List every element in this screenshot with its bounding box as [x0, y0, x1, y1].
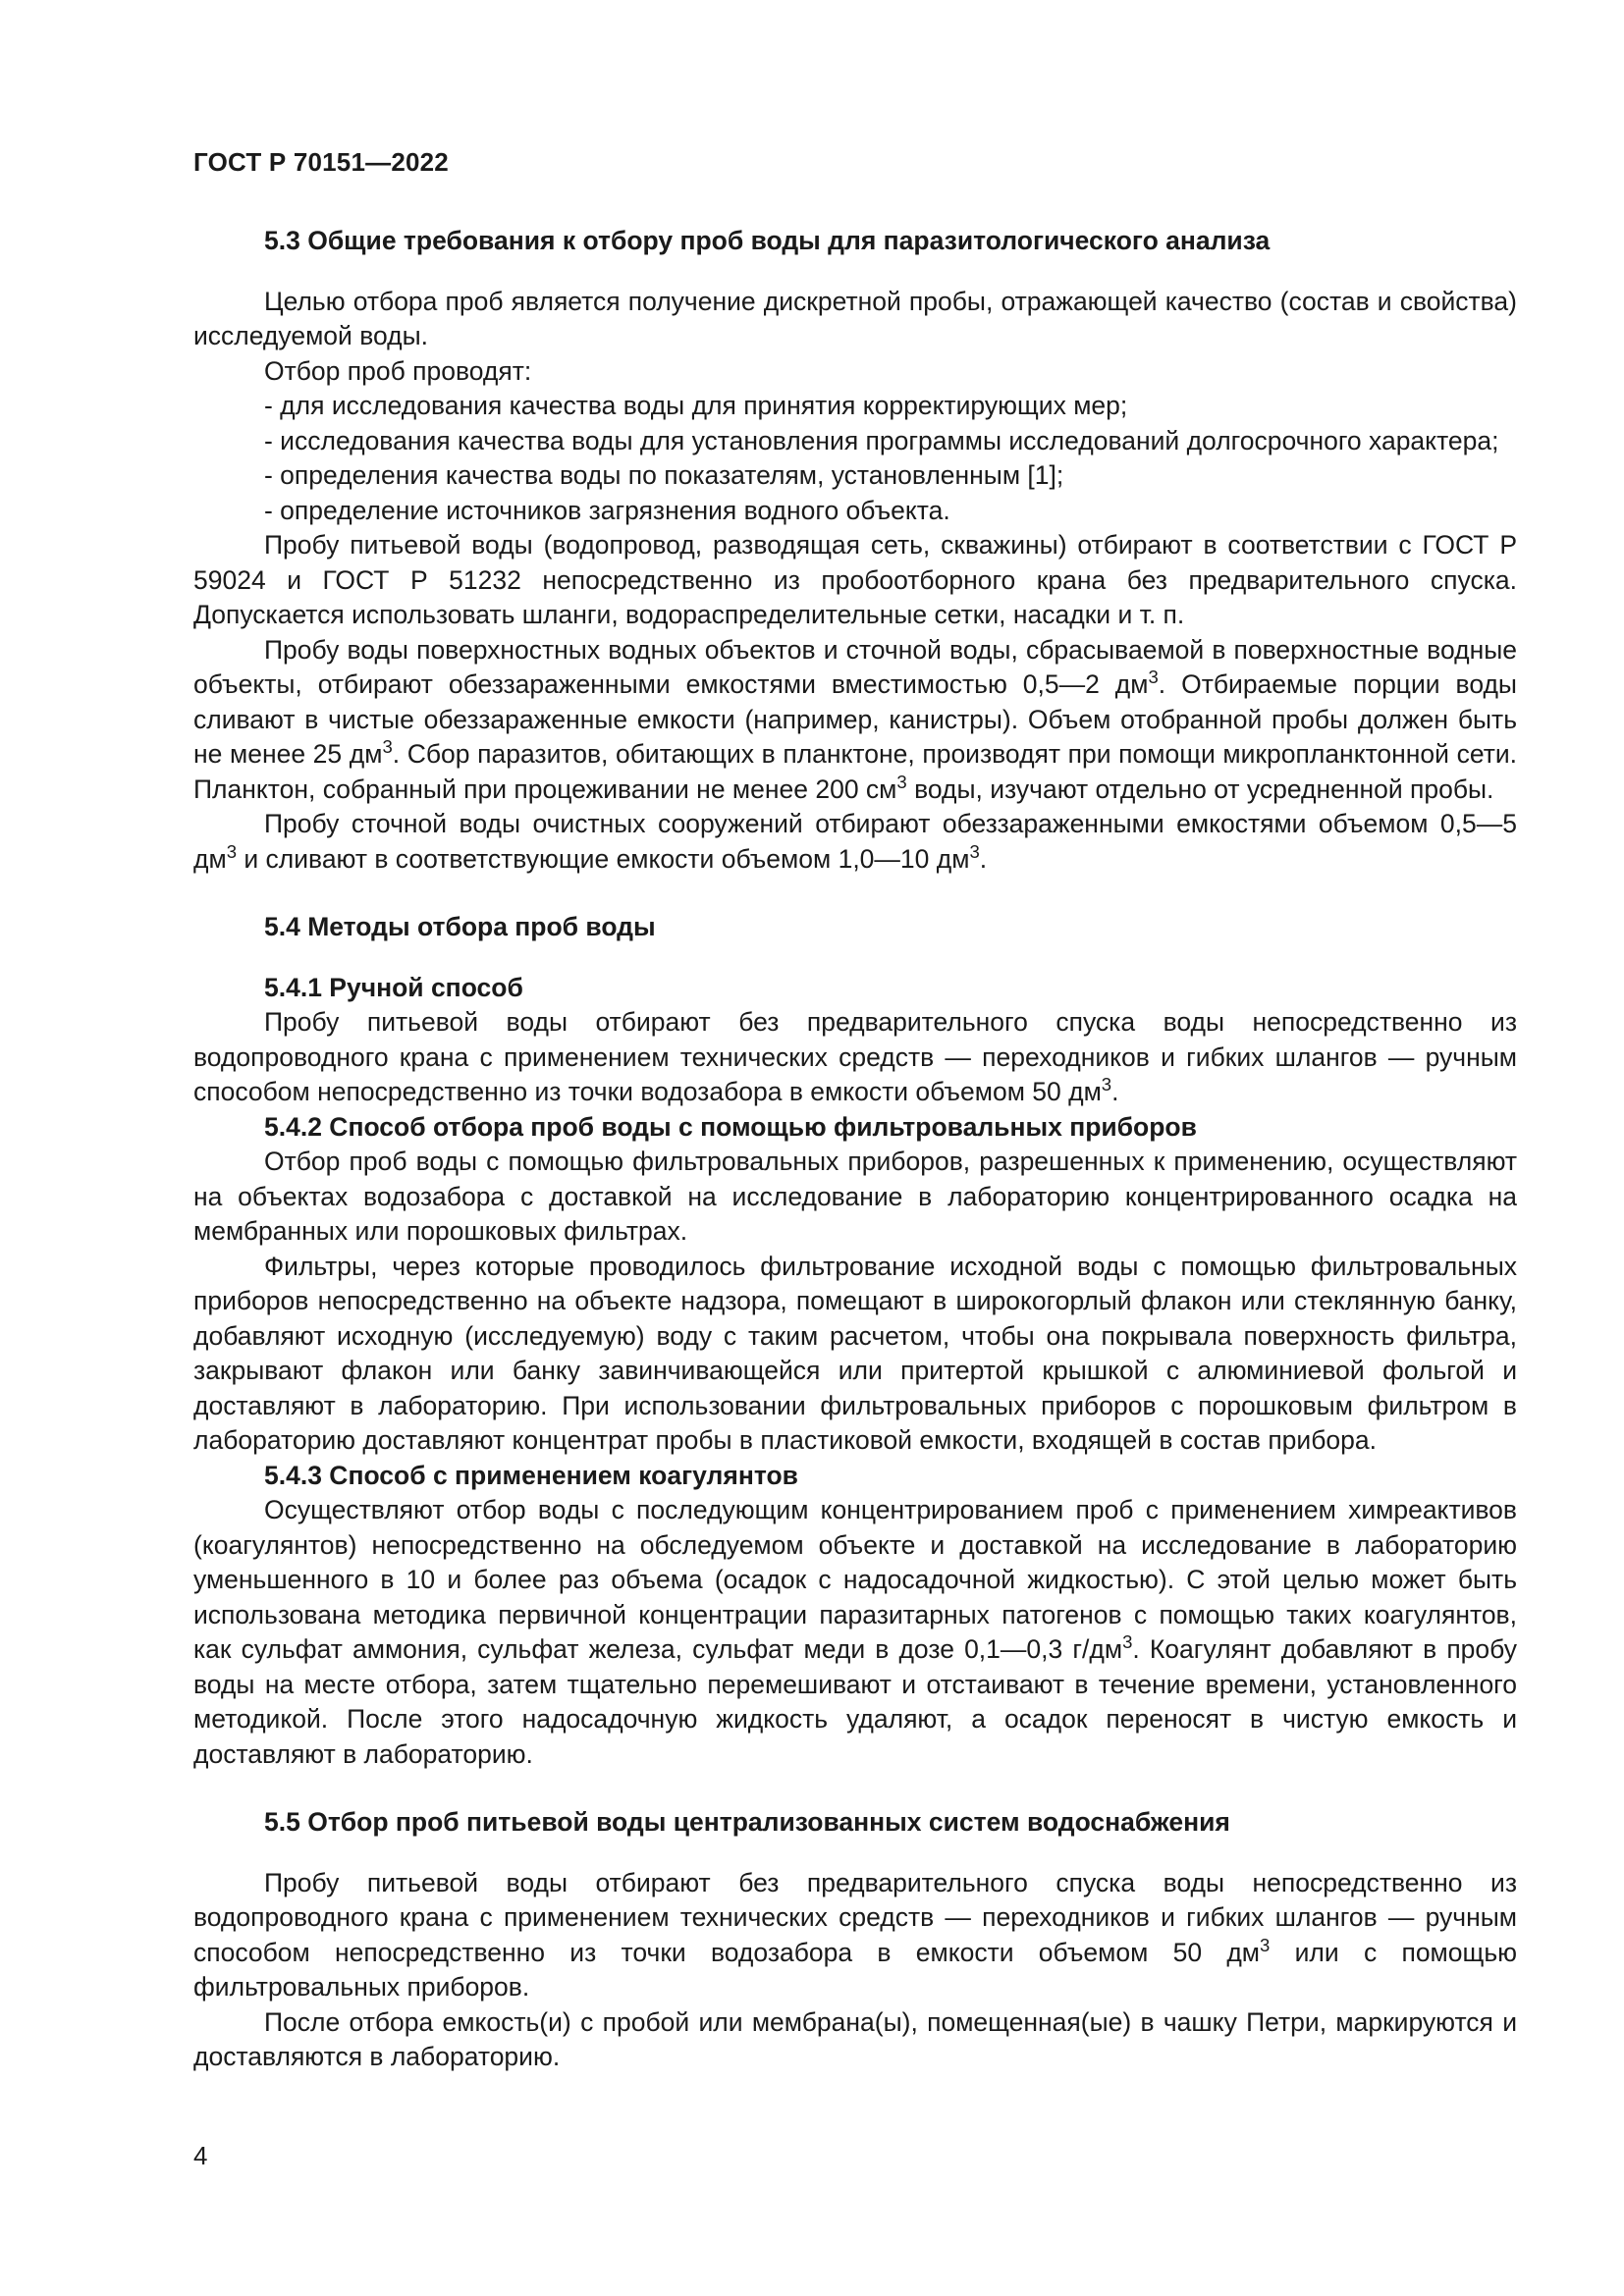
text-run: Пробу питьевой воды отбирают без предварительного спуска воды непосредственно из водопроводного крана с применением технических средств — переходников и гибких шлангов — ручным способом непосредственно из точки водозабора в емкости объемом 50 дм	[193, 1007, 1517, 1106]
superscript: 3	[1122, 1630, 1133, 1652]
paragraph	[193, 1866, 1517, 2005]
text-run: .	[979, 843, 988, 874]
text-run: . Коагулянт добавляют в пробу воды на месте отбора, затем тщательно перемешивают и отстаивают в течение времени, установленного методикой. После этого надосадочную жидкость удаляют, а осадок переносят в чистую емкость и доставляют в лабораторию.	[193, 1634, 1517, 1769]
text-run: Пробу питьевой воды отбирают без предварительного спуска воды непосредственно из водопроводного крана с применением технических средств — переходников и гибких шлангов — ручным способом непосредственно из точки водозабора в емкости объемом 50 дм	[193, 1867, 1517, 1967]
superscript: 3	[1260, 1934, 1271, 1955]
paragraph	[193, 1493, 1517, 1772]
text-run: Пробу воды поверхностных водных объектов и сточной воды, сбрасываемой в поверхностные водные объекты, отбирают обеззараженными емкостями вместимостью 0,5—2 дм	[193, 634, 1517, 699]
paragraph	[193, 1005, 1517, 1110]
section-5-5-title: 5.5 Отбор проб питьевой воды централизованных систем водоснабжения	[264, 1807, 1230, 1837]
superscript: 3	[969, 840, 980, 862]
paragraph: Целью отбора проб является получение дискретной пробы, отражающей качество (состав и свойства) исследуемой воды.	[193, 286, 1517, 350]
paragraph	[193, 633, 1517, 808]
paragraph: Пробу питьевой воды (водопровод, разводящая сеть, скважины) отбирают в соответствии с ГОСТ Р 59024 и ГОСТ Р 51232 непосредственно из пробоотборного крана без предварительного спуска. Допускается использовать шланги, водораспределительные сетки, насадки и т. п.	[193, 530, 1517, 629]
page-number: 4	[193, 2141, 208, 2170]
document-body	[193, 224, 1517, 2075]
section-5-3-title: 5.3 Общие требования к отбору проб воды для паразитологического анализа	[264, 226, 1271, 255]
text-run: . Сбор паразитов, обитающих в планктоне, производят при помощи микропланктонной сети. Планктон, собранный при процеживании не менее 200 см	[193, 739, 1517, 804]
text-run: . Отбираемые порции воды сливают в чистые обеззараженные емкости (например, канистры). Объем отобранной пробы должен быть не менее 25 дм	[193, 669, 1517, 769]
list-item: - для исследования качества воды для принятия корректирующих мер;	[264, 391, 1128, 420]
superscript: 3	[1148, 666, 1159, 687]
paragraph: Отбор проб воды с помощью фильтровальных приборов, разрешенных к применению, осуществляют на объектах водозабора с доставкой на исследование в лабораторию концентрированного осадка на мембранных или порошковых фильтрах.	[193, 1147, 1517, 1246]
list-item: - определения качества воды по показателям, установленным [1];	[264, 460, 1064, 490]
text-run: Осуществляют отбор воды с последующим концентрированием проб с применением химреактивов (коагулянтов) непосредственно на обследуемом объекте и доставкой на исследование в лабораторию уменьшенного в 10 и более раз объема (осадок с надосадочной жидкостью). С этой целью может быть использована методика первичной концентрации паразитарных патогенов с помощью таких коагулянтов, как сульфат аммония, сульфат железа, сульфат меди в дозе 0,1—0,3 г/дм	[193, 1495, 1517, 1664]
text-run: .	[1111, 1077, 1119, 1106]
section-5-4-2-title: 5.4.2 Способ отбора проб воды с помощью фильтровальных приборов	[264, 1111, 1197, 1142]
text-run: и сливают в соответствующие емкости объемом 1,0—10 дм	[237, 843, 970, 874]
section-5-4-1-title: 5.4.1 Ручной способ	[264, 972, 523, 1002]
text-run: Пробу сточной воды очистных сооружений отбирают обеззараженными емкостями объемом 0,5—5 дм	[193, 809, 1517, 874]
document-code-header: ГОСТ Р 70151—2022	[193, 147, 449, 177]
paragraph	[193, 807, 1517, 877]
section-5-4-title: 5.4 Методы отбора проб воды	[264, 912, 656, 941]
section-5-4-3-title: 5.4.3 Способ с применением коагулянтов	[264, 1460, 798, 1490]
superscript: 3	[1101, 1073, 1112, 1095]
text-run: или с помощью фильтровальных приборов.	[193, 1937, 1518, 2002]
paragraph: Отбор проб проводят:	[264, 355, 532, 386]
text-run: воды, изучают отдельно от усредненной пробы.	[906, 774, 1494, 804]
list-item: - определение источников загрязнения водного объекта.	[264, 495, 950, 525]
superscript: 3	[226, 840, 237, 862]
paragraph: После отбора емкость(и) с пробой или мембрана(ы), помещенная(ые) в чашку Петри, маркируются и доставляются в лабораторию.	[193, 2006, 1517, 2071]
superscript: 3	[382, 735, 393, 757]
superscript: 3	[896, 771, 907, 792]
paragraph: Фильтры, через которые проводилось фильтрование исходной воды с помощью фильтровальных приборов непосредственно на объекте надзора, помещают в широкогорлый флакон или стеклянную банку, добавляют исходную (исследуемую) воду с таким расчетом, чтобы она покрывала поверхность фильтра, закрывают флакон или банку завинчивающейся или притертой крышкой с алюминиевой фольгой и доставляют в лабораторию. При использовании фильтровальных приборов с порошковым фильтром в лабораторию доставляют концентрат пробы в пластиковой емкости, входящей в состав прибора.	[193, 1251, 1517, 1455]
list-item: - исследования качества воды для установления программы исследований долгосрочного характера;	[264, 425, 1499, 455]
